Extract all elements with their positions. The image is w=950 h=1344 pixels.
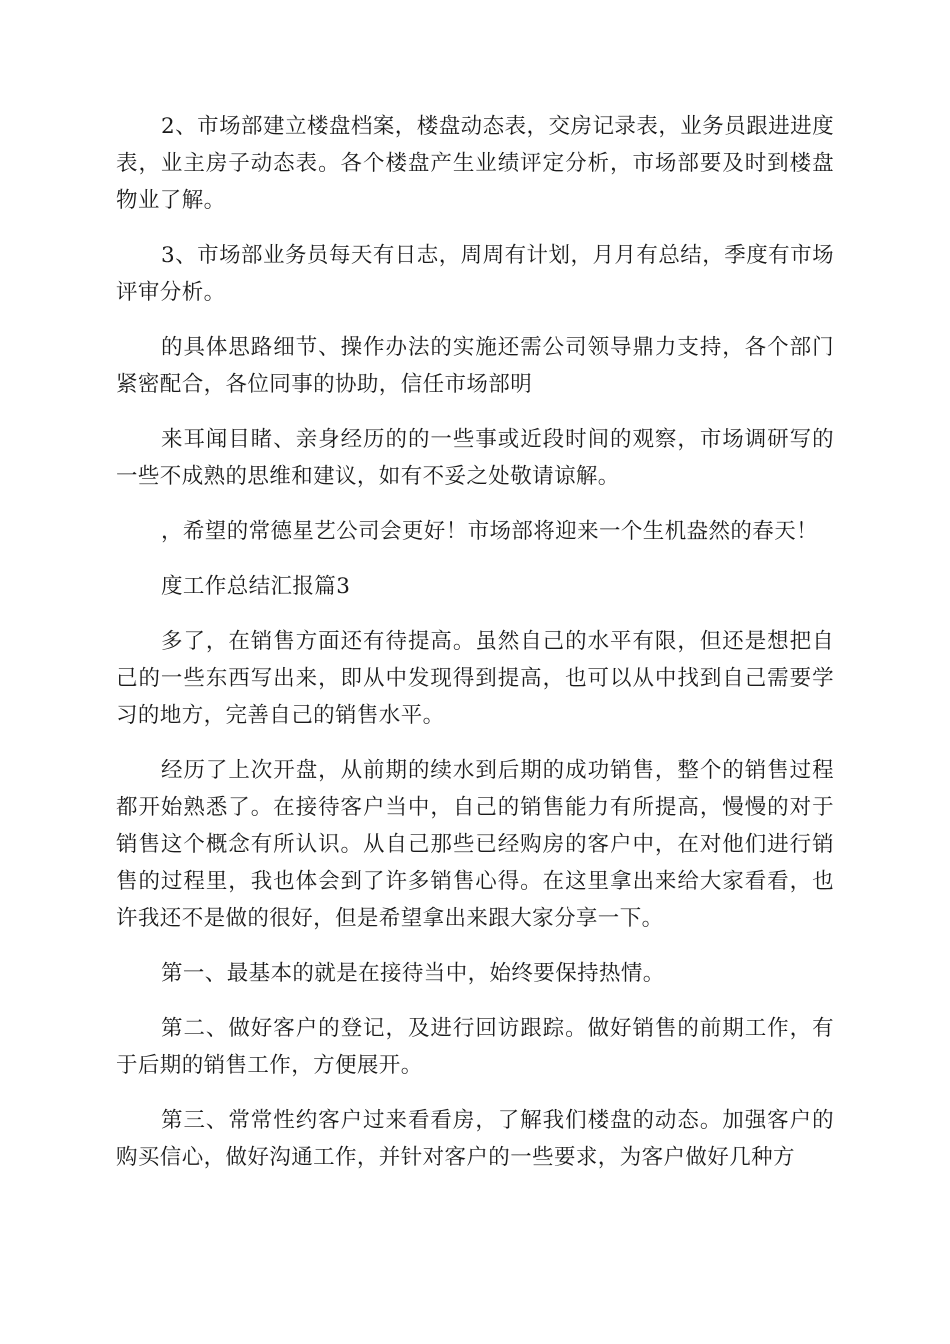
paragraph-market-archive: 2、市场部建立楼盘档案，楼盘动态表，交房记录表，业务员跟进进度表，业主房子动态表。各个楼盘产生业绩评定分析，市场部要及时到楼盘物业了解。 xyxy=(116,114,834,213)
paragraph-leadership-support: 的具体思路细节、操作办法的实施还需公司领导鼎力支持，各个部门紧密配合，各位同事的协助，信任市场部明 xyxy=(116,335,834,397)
paragraph-point-two: 第二、做好客户的登记，及进行回访跟踪。做好销售的前期工作，有于后期的销售工作，方便展开。 xyxy=(116,1016,834,1078)
section-heading: 度工作总结汇报篇3 xyxy=(161,574,351,599)
paragraph-observations: 来耳闻目睹、亲身经历的的一些事或近段时间的观察，市场调研写的一些不成熟的思维和建议，如有不妥之处敬请谅解。 xyxy=(116,427,834,489)
document-body xyxy=(116,108,834,1194)
paragraph-point-three: 第三、常常性约客户过来看看房，了解我们楼盘的动态。加强客户的购买信心，做好沟通工作，并针对客户的一些要求，为客户做好几种方 xyxy=(116,1108,834,1170)
paragraph-staff-logs: 3、市场部业务员每天有日志，周周有计划，月月有总结，季度有市场评审分析。 xyxy=(116,243,834,305)
paragraph-intro: 多了，在销售方面还有待提高。虽然自己的水平有限，但还是想把自己的一些东西写出来，即从中发现得到提高，也可以从中找到自己需要学习的地方，完善自己的销售水平。 xyxy=(116,629,834,728)
paragraph-point-one: 第一、最基本的就是在接待当中，始终要保持热情。 xyxy=(161,961,665,986)
paragraph-experience: 经历了上次开盘，从前期的续水到后期的成功销售，整个的销售过程都开始熟悉了。在接待客户当中，自己的销售能力有所提高，慢慢的对于销售这个概念有所认识。从自己那些已经购房的客户中，在对他们进行销售的过程里，我也体会到了许多销售心得。在这里拿出来给大家看看，也许我还不是做的很好，但是希望拿出来跟大家分享一下。 xyxy=(116,758,834,931)
paragraph-hope: ，希望的常德星艺公司会更好！市场部将迎来一个生机盎然的春天！ xyxy=(161,519,819,544)
